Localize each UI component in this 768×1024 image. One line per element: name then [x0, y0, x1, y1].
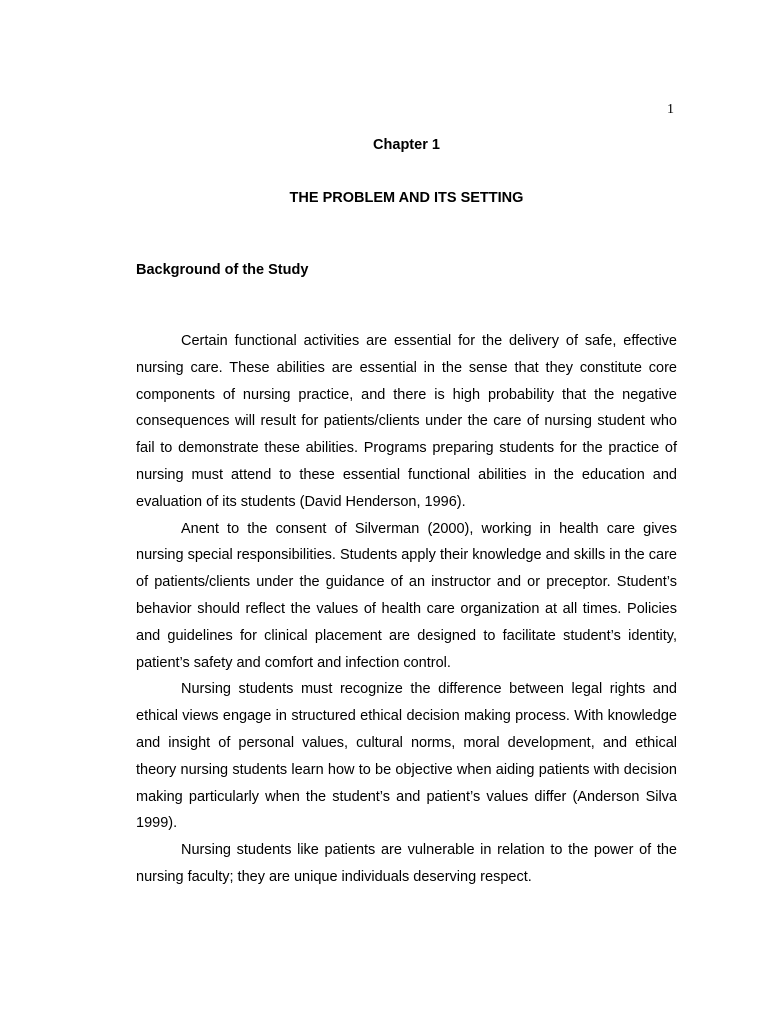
page-number: 1: [667, 102, 674, 117]
paragraph-1: Certain functional activities are essential for the delivery of safe, effective nursing care. These abilities are essential in the sense that they constitute core components of nursing practice, and there is high probability that the negative consequences will result for patients/clients under the care of nursing student who fail to demonstrate these abilities. Programs preparing students for the practice of nursing must attend to these essential functional abilities in the education and evaluation of its students (David Henderson, 1996).: [136, 333, 677, 510]
paragraph-4: Nursing students like patients are vulnerable in relation to the power of the nursing faculty; they are unique individuals deserving respect.: [136, 842, 677, 885]
body-text: [136, 328, 677, 891]
section-heading: Background of the Study: [136, 262, 309, 278]
paragraph-2: Anent to the consent of Silverman (2000), working in health care gives nursing special responsibilities. Students apply their knowledge and skills in the care of patients/clients under the guidance of an instructor and or preceptor. Student’s behavior should reflect the values of health care organization at all times. Policies and guidelines for clinical placement are designed to facilitate student’s identity, patient’s safety and comfort and infection control.: [136, 520, 677, 671]
paragraph-3: Nursing students must recognize the difference between legal rights and ethical views engage in structured ethical decision making process. With knowledge and insight of personal values, cultural norms, moral development, and ethical theory nursing students learn how to be objective when aiding patients with decision making particularly when the student’s and patient’s values differ (Anderson Silva 1999).: [136, 681, 677, 832]
chapter-label: Chapter 1: [373, 137, 440, 153]
chapter-title: THE PROBLEM AND ITS SETTING: [289, 190, 524, 206]
